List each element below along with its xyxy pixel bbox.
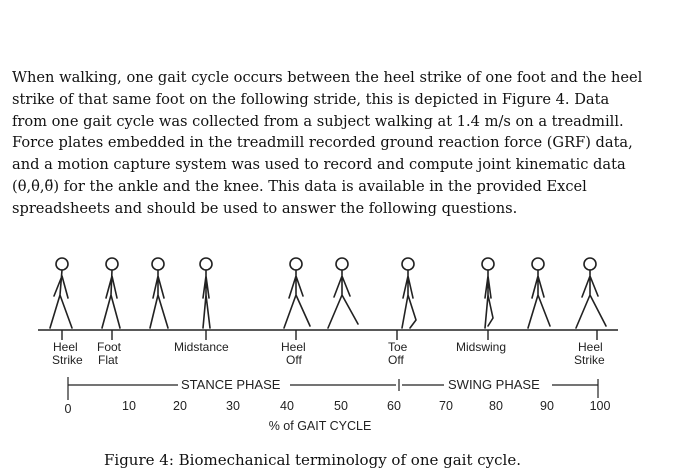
event-foot-flat-line2: Flat [98,353,119,367]
event-midstance: Midstance [174,340,229,354]
paragraph-line: When walking, one gait cycle occurs between the heel strike of one foot and the heel [12,69,643,86]
paragraph-line: spreadsheets and should be used to answer the following questions. [12,199,518,217]
walker-figure-7 [402,258,416,328]
intro-paragraph [12,67,688,220]
event-heel-strike-end-line1: Heel [578,340,603,354]
paragraph-line: and a motion capture system was used to record and compute joint kinematic data [12,156,626,174]
paragraph-line: (θ,θ̇,θ̈) for the ankle and the knee. This data is available in the provided Excel [12,177,587,195]
tick-label: 0 [64,402,72,416]
event-toe-off-line1: Toe [388,340,408,354]
walker-figure-4 [200,258,212,328]
walker-figure-8 [482,258,494,328]
walking-figures-illustration [50,258,606,328]
tick-label: 40 [280,399,294,413]
tick-label: 20 [173,399,187,413]
tick-label: 80 [489,399,503,413]
paragraph-line: strike of that same foot on the following stride, this is depicted in Figure 4. Data [12,90,610,108]
gait-cycle-figure [0,240,700,440]
walker-figure-5 [284,258,310,328]
paragraph-line: from one gait cycle was collected from a subject walking at 1.4 m/s on a treadmill. [12,112,624,130]
figure-caption: Figure 4: Biomechanical terminology of one gait cycle. [104,451,521,469]
walker-figure-6 [328,258,358,328]
event-foot-flat-line1: Foot [97,340,122,354]
walker-figure-2 [102,258,120,328]
swing-phase-label: SWING PHASE [448,377,540,392]
tick-label: 10 [122,399,136,413]
event-heel-strike-line1: Heel [53,340,78,354]
tick-label: 90 [540,399,554,413]
tick-label: 70 [439,399,453,413]
event-heel-strike-line2: Strike [52,353,83,367]
event-heel-strike-end-line2: Strike [574,353,605,367]
event-heel-off-line1: Heel [281,340,306,354]
tick-label: 100 [589,399,611,413]
tick-label: 30 [226,399,240,413]
event-ticks [62,330,597,340]
tick-label: 60 [387,399,401,413]
walker-figure-3 [150,258,168,328]
event-midswing: Midswing [456,340,507,354]
event-heel-off-line2: Off [286,353,302,367]
axis-label: % of GAIT CYCLE [268,419,372,433]
tick-label: 50 [334,399,348,413]
walker-figure-1 [50,258,72,328]
walker-figure-10 [576,258,606,328]
stance-phase-label: STANCE PHASE [181,377,281,392]
paragraph-line: Force plates embedded in the treadmill recorded ground reaction force (GRF) data, [12,134,633,152]
event-toe-off-line2: Off [388,353,404,367]
walker-figure-9 [528,258,550,328]
